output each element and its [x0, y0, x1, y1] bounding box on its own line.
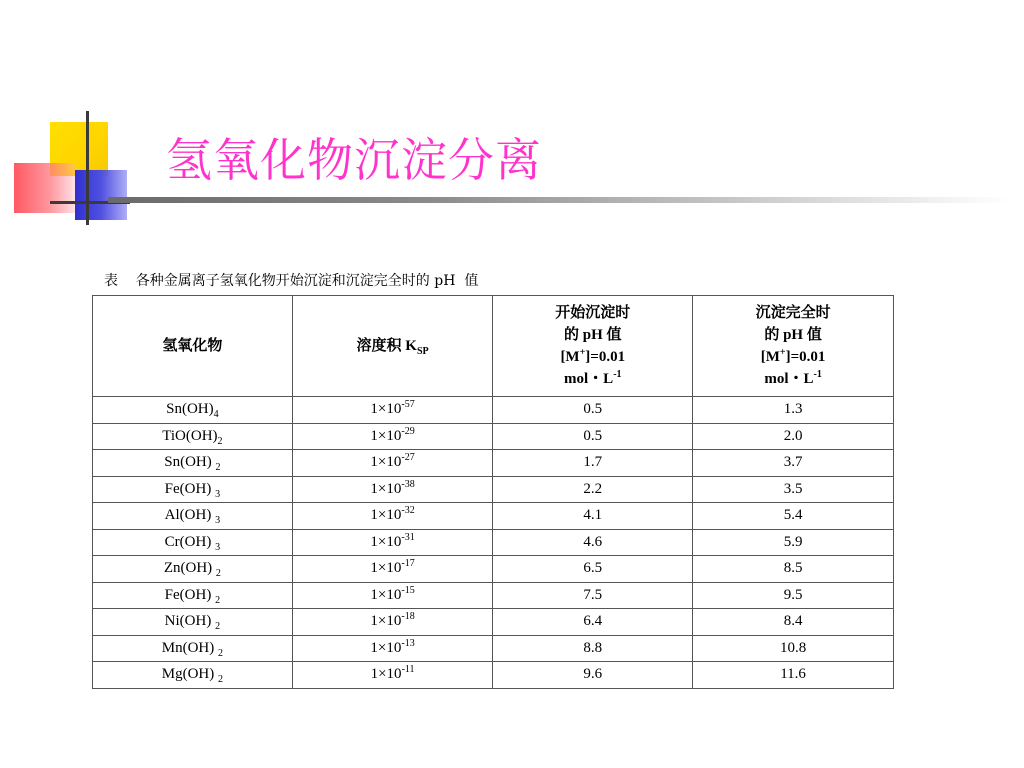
title-underline [108, 197, 1008, 203]
cell-start-ph: 6.4 [493, 609, 693, 636]
header-start-unit: mol・L [564, 371, 614, 387]
cell-ksp: $1\times 10^{-29}$ [292, 423, 493, 450]
header-ksp [292, 296, 493, 397]
cell-complete-ph: 5.9 [693, 529, 894, 556]
header-complete-conc-sup: + [779, 347, 786, 358]
cell-start-ph: 6.5 [493, 556, 693, 583]
decor-blue-square [75, 170, 127, 220]
cell-formula: Mn(OH) $_2$ [93, 635, 293, 662]
header-start-conc: [M [560, 349, 580, 365]
decor-red-square [14, 163, 76, 213]
cell-formula: $Sn(OH)_4$ [93, 397, 293, 424]
cell-complete-ph: 11.6 [693, 662, 894, 689]
cell-formula: Zn(OH) $_2$ [93, 556, 293, 583]
table-row [93, 450, 894, 477]
header-row [93, 296, 894, 397]
cell-formula: Sn(OH) $_2$ [93, 450, 293, 477]
table-row [93, 476, 894, 503]
cell-complete-ph: 9.5 [693, 582, 894, 609]
header-start-unit-sup: -1 [613, 369, 622, 380]
header-complete-line1: 沉淀完全时 [755, 305, 831, 321]
cell-ksp: $1\times 10^{-18}$ [292, 609, 493, 636]
cell-ksp: $1\times 10^{-27}$ [292, 450, 493, 477]
table-body [93, 397, 894, 689]
cell-start-ph: 0.5 [493, 423, 693, 450]
cell-start-ph: 7.5 [493, 582, 693, 609]
cell-ksp: $1\times 10^{-57}$ [292, 397, 493, 424]
cell-ksp: $1\times 10^{-13}$ [292, 635, 493, 662]
cell-formula: Al(OH) $_3$ [93, 503, 293, 530]
cell-ksp: $1\times 10^{-17}$ [292, 556, 493, 583]
table-row [93, 503, 894, 530]
table-row [93, 529, 894, 556]
slide-title: 氢氧化物沉淀分离 [166, 133, 542, 187]
cell-formula: Cr(OH) $_3$ [93, 529, 293, 556]
cell-complete-ph: 10.8 [693, 635, 894, 662]
decor-vertical-line [86, 111, 89, 225]
cell-start-ph: 4.6 [493, 529, 693, 556]
cell-complete-ph: 3.7 [693, 450, 894, 477]
header-start-conc-value: ]=0.01 [585, 349, 626, 365]
cell-ksp: $1\times 10^{-38}$ [292, 476, 493, 503]
cell-start-ph: 8.8 [493, 635, 693, 662]
header-start-ph [493, 296, 693, 397]
cell-complete-ph: 5.4 [693, 503, 894, 530]
table-row [93, 582, 894, 609]
header-ksp-subscript: SP [416, 346, 429, 357]
header-start-line1: 开始沉淀时 [555, 305, 631, 321]
cell-complete-ph: 8.4 [693, 609, 894, 636]
header-complete-unit: mol・L [764, 371, 814, 387]
table-caption: 表 各种金属离子氢氧化物开始沉淀和沉淀完全时的 pH 值 [104, 273, 479, 289]
cell-formula: Mg(OH) $_2$ [93, 662, 293, 689]
cell-ksp: $1\times 10^{-31}$ [292, 529, 493, 556]
cell-ksp: $1\times 10^{-32}$ [292, 503, 493, 530]
cell-complete-ph: 1.3 [693, 397, 894, 424]
header-hydroxide-label: 氢氧化物 [162, 338, 223, 354]
table-row [93, 609, 894, 636]
cell-ksp: $1\times 10^{-11}$ [292, 662, 493, 689]
cell-complete-ph: 3.5 [693, 476, 894, 503]
table-row [93, 635, 894, 662]
cell-start-ph: 4.1 [493, 503, 693, 530]
cell-complete-ph: 8.5 [693, 556, 894, 583]
header-complete-conc: [M [760, 349, 780, 365]
header-complete-ph [693, 296, 894, 397]
header-start-conc-sup: + [579, 347, 586, 358]
table-row [93, 662, 894, 689]
table-row [93, 423, 894, 450]
header-hydroxide [93, 296, 293, 397]
header-start-line2: 的 pH 值 [564, 327, 622, 343]
cell-start-ph: 1.7 [493, 450, 693, 477]
cell-formula: Fe(OH) $_2$ [93, 582, 293, 609]
header-complete-unit-sup: -1 [813, 369, 822, 380]
cell-ksp: $1\times 10^{-15}$ [292, 582, 493, 609]
header-complete-conc-value: ]=0.01 [785, 349, 826, 365]
cell-formula: $TiO(OH)_2$ [93, 423, 293, 450]
header-ksp-label: 溶度积 K [356, 338, 417, 354]
header-complete-line2: 的 pH 值 [764, 327, 822, 343]
cell-formula: Fe(OH) $_3$ [93, 476, 293, 503]
cell-start-ph: 9.6 [493, 662, 693, 689]
cell-start-ph: 0.5 [493, 397, 693, 424]
hydroxide-table [92, 295, 894, 689]
cell-start-ph: 2.2 [493, 476, 693, 503]
cell-complete-ph: 2.0 [693, 423, 894, 450]
table-row [93, 397, 894, 424]
table-row [93, 556, 894, 583]
cell-formula: Ni(OH) $_2$ [93, 609, 293, 636]
